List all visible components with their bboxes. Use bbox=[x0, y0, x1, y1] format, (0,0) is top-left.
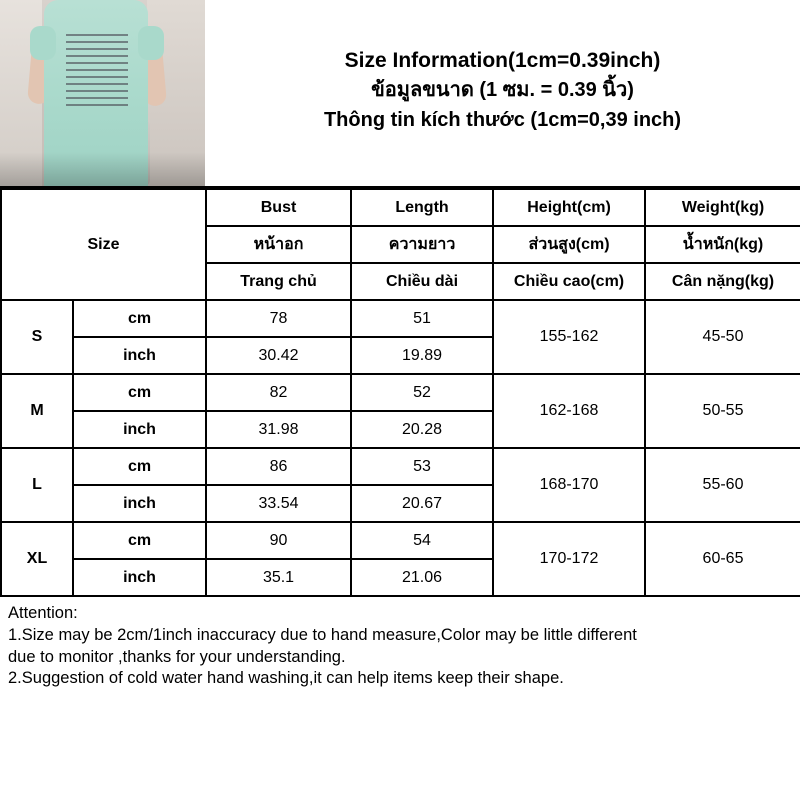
attention-note-2: 2.Suggestion of cold water hand washing,it can help items keep their shape. bbox=[8, 669, 564, 688]
length-inch-s: 19.89 bbox=[351, 337, 493, 374]
photo-model-sleeve-left bbox=[30, 26, 56, 60]
height-l: 168-170 bbox=[493, 448, 645, 522]
photo-shadow bbox=[0, 152, 205, 186]
table-row bbox=[1, 522, 800, 559]
length-cm-l: 53 bbox=[351, 448, 493, 485]
photo-model-sleeve-right bbox=[138, 26, 164, 60]
header-bust-en: Bust bbox=[206, 189, 351, 226]
weight-s: 45-50 bbox=[645, 300, 800, 374]
attention-note-1-part-2: due to monitor ,thanks for your understanding. bbox=[8, 647, 346, 666]
title-thai: ข้อมูลขนาด (1 ซม. = 0.39 นิ้ว) bbox=[371, 79, 634, 102]
title-english: Size Information(1cm=0.39inch) bbox=[344, 48, 661, 72]
attention-block bbox=[0, 597, 800, 694]
table-row bbox=[1, 374, 800, 411]
unit-cm-xl: cm bbox=[73, 522, 206, 559]
photo-tshirt-print bbox=[66, 34, 128, 108]
bust-cm-s: 78 bbox=[206, 300, 351, 337]
attention-note-1-part-1: 1.Size may be 2cm/1inch inaccuracy due to hand measure,Color may be little different bbox=[8, 625, 637, 644]
height-xl: 170-172 bbox=[493, 522, 645, 596]
size-table bbox=[0, 188, 800, 597]
row-size-xl: XL bbox=[1, 522, 73, 596]
header-height-th: ส่วนสูง(cm) bbox=[493, 226, 645, 263]
bust-cm-xl: 90 bbox=[206, 522, 351, 559]
length-cm-m: 52 bbox=[351, 374, 493, 411]
table-header-row-1 bbox=[1, 189, 800, 226]
header-height-vi: Chiều cao(cm) bbox=[493, 263, 645, 300]
unit-inch-xl: inch bbox=[73, 559, 206, 596]
header bbox=[0, 0, 800, 188]
height-m: 162-168 bbox=[493, 374, 645, 448]
height-s: 155-162 bbox=[493, 300, 645, 374]
unit-cm-s: cm bbox=[73, 300, 206, 337]
title-vietnamese: Thông tin kích thước (1cm=0,39 inch) bbox=[323, 108, 682, 131]
bust-inch-m: 31.98 bbox=[206, 411, 351, 448]
header-bust-vi: Trang chủ bbox=[206, 263, 351, 300]
weight-l: 55-60 bbox=[645, 448, 800, 522]
length-inch-m: 20.28 bbox=[351, 411, 493, 448]
unit-cm-m: cm bbox=[73, 374, 206, 411]
header-length-vi: Chiều dài bbox=[351, 263, 493, 300]
header-weight-th: น้ำหนัก(kg) bbox=[645, 226, 800, 263]
length-inch-xl: 21.06 bbox=[351, 559, 493, 596]
bust-inch-xl: 35.1 bbox=[206, 559, 351, 596]
header-length-en: Length bbox=[351, 189, 493, 226]
bust-inch-s: 30.42 bbox=[206, 337, 351, 374]
table-row bbox=[1, 300, 800, 337]
attention-heading: Attention: bbox=[8, 604, 78, 622]
unit-inch-l: inch bbox=[73, 485, 206, 522]
bust-cm-l: 86 bbox=[206, 448, 351, 485]
bust-inch-l: 33.54 bbox=[206, 485, 351, 522]
header-size-cell: Size bbox=[1, 189, 206, 300]
length-cm-xl: 54 bbox=[351, 522, 493, 559]
row-size-m: M bbox=[1, 374, 73, 448]
header-bust-th: หน้าอก bbox=[206, 226, 351, 263]
weight-m: 50-55 bbox=[645, 374, 800, 448]
unit-inch-m: inch bbox=[73, 411, 206, 448]
unit-cm-l: cm bbox=[73, 448, 206, 485]
unit-inch-s: inch bbox=[73, 337, 206, 374]
product-photo bbox=[0, 0, 205, 186]
header-weight-vi: Cân nặng(kg) bbox=[645, 263, 800, 300]
length-inch-l: 20.67 bbox=[351, 485, 493, 522]
header-length-th: ความยาว bbox=[351, 226, 493, 263]
weight-xl: 60-65 bbox=[645, 522, 800, 596]
row-size-l: L bbox=[1, 448, 73, 522]
header-weight-en: Weight(kg) bbox=[645, 189, 800, 226]
length-cm-s: 51 bbox=[351, 300, 493, 337]
bust-cm-m: 82 bbox=[206, 374, 351, 411]
table-row bbox=[1, 448, 800, 485]
title-block bbox=[205, 0, 800, 186]
row-size-s: S bbox=[1, 300, 73, 374]
header-height-en: Height(cm) bbox=[493, 189, 645, 226]
